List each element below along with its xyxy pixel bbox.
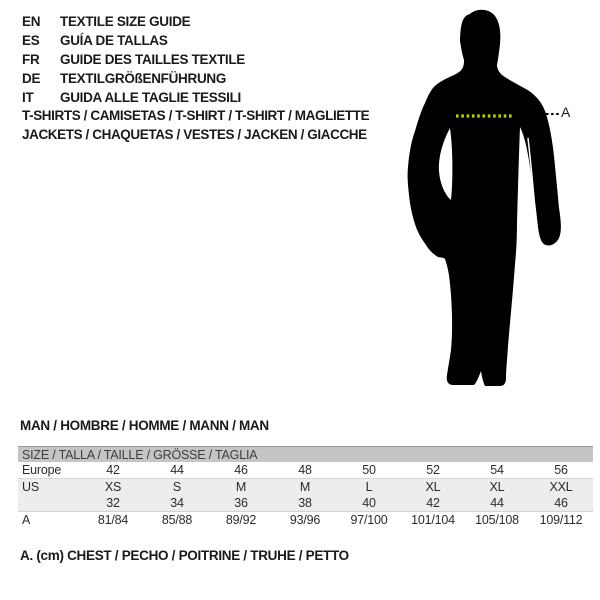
lang-title: GUIDE DES TAILLES TEXTILE (60, 52, 246, 67)
size-cell: 36 (209, 495, 273, 512)
size-table-header-row (18, 447, 593, 463)
lang-code: FR (22, 52, 40, 67)
size-cell: 109/112 (529, 512, 593, 529)
size-cell: 97/100 (337, 512, 401, 529)
size-cell: 52 (426, 463, 440, 477)
size-cell: 44 (170, 463, 184, 477)
lang-row-fr (22, 52, 245, 71)
size-cell: XL (465, 479, 529, 496)
lang-row-en (22, 14, 245, 33)
size-cell: 46 (234, 463, 248, 477)
size-cell: 44 (465, 495, 529, 512)
size-cell: 50 (362, 463, 376, 477)
lang-code: EN (22, 14, 41, 29)
size-cell: 93/96 (273, 512, 337, 529)
size-cell: 105/108 (465, 512, 529, 529)
lang-title: TEXTILGRÖßENFÜHRUNG (60, 71, 227, 86)
size-cell: 89/92 (209, 512, 273, 529)
size-cell: 32 (81, 495, 145, 512)
lang-title: GUIDA ALLE TAGLIE TESSILI (60, 90, 241, 105)
measure-label-a: A (561, 104, 571, 120)
size-cell: L (337, 479, 401, 496)
man-body-shape (408, 10, 561, 386)
size-cell: S (145, 479, 209, 496)
lang-title: TEXTILE SIZE GUIDE (60, 14, 191, 29)
size-table (18, 446, 593, 528)
row-label: US (18, 479, 81, 496)
gender-heading: MAN / HOMBRE / HOMME / MANN / MAN (20, 418, 269, 433)
size-cell: 48 (298, 463, 312, 477)
size-cell: XL (401, 479, 465, 496)
size-cell: 42 (401, 495, 465, 512)
size-cell: XS (81, 479, 145, 496)
language-title-list (22, 14, 245, 109)
row-label (18, 495, 81, 512)
man-silhouette (400, 0, 600, 400)
row-label: Europe (22, 463, 62, 477)
size-cell: 54 (490, 463, 504, 477)
category-jackets: JACKETS / CHAQUETAS / VESTES / JACKEN / GIACCHE (22, 127, 367, 142)
row-label: A (18, 512, 81, 529)
size-cell: 40 (337, 495, 401, 512)
measurement-note: A. (cm) CHEST / PECHO / POITRINE / TRUHE / PETTO (20, 548, 349, 563)
size-cell: 34 (145, 495, 209, 512)
category-tshirts: T-SHIRTS / CAMISETAS / T-SHIRT / T-SHIRT / MAGLIETTE (22, 108, 370, 123)
lang-code: DE (22, 71, 41, 86)
table-row-us (18, 479, 593, 496)
size-cell: 56 (554, 463, 568, 477)
table-row-chest (18, 512, 593, 529)
size-cell: 101/104 (401, 512, 465, 529)
size-cell: 46 (529, 495, 593, 512)
lang-code: ES (22, 33, 40, 48)
size-cell: 38 (273, 495, 337, 512)
size-table-header: SIZE / TALLA / TAILLE / GRÖSSE / TAGLIA (18, 447, 593, 463)
table-row-europe (18, 462, 593, 479)
lang-row-de (22, 71, 245, 90)
table-row-numeric (18, 495, 593, 512)
lang-code: IT (22, 90, 34, 105)
size-cell: XXL (529, 479, 593, 496)
size-cell: 85/88 (145, 512, 209, 529)
size-cell: 42 (106, 463, 120, 477)
size-cell: 81/84 (81, 512, 145, 529)
size-cell: M (209, 479, 273, 496)
lang-row-es (22, 33, 245, 52)
garment-categories (22, 108, 369, 146)
size-cell: M (273, 479, 337, 496)
lang-title: GUÍA DE TALLAS (60, 33, 168, 48)
lang-row-it (22, 90, 245, 109)
